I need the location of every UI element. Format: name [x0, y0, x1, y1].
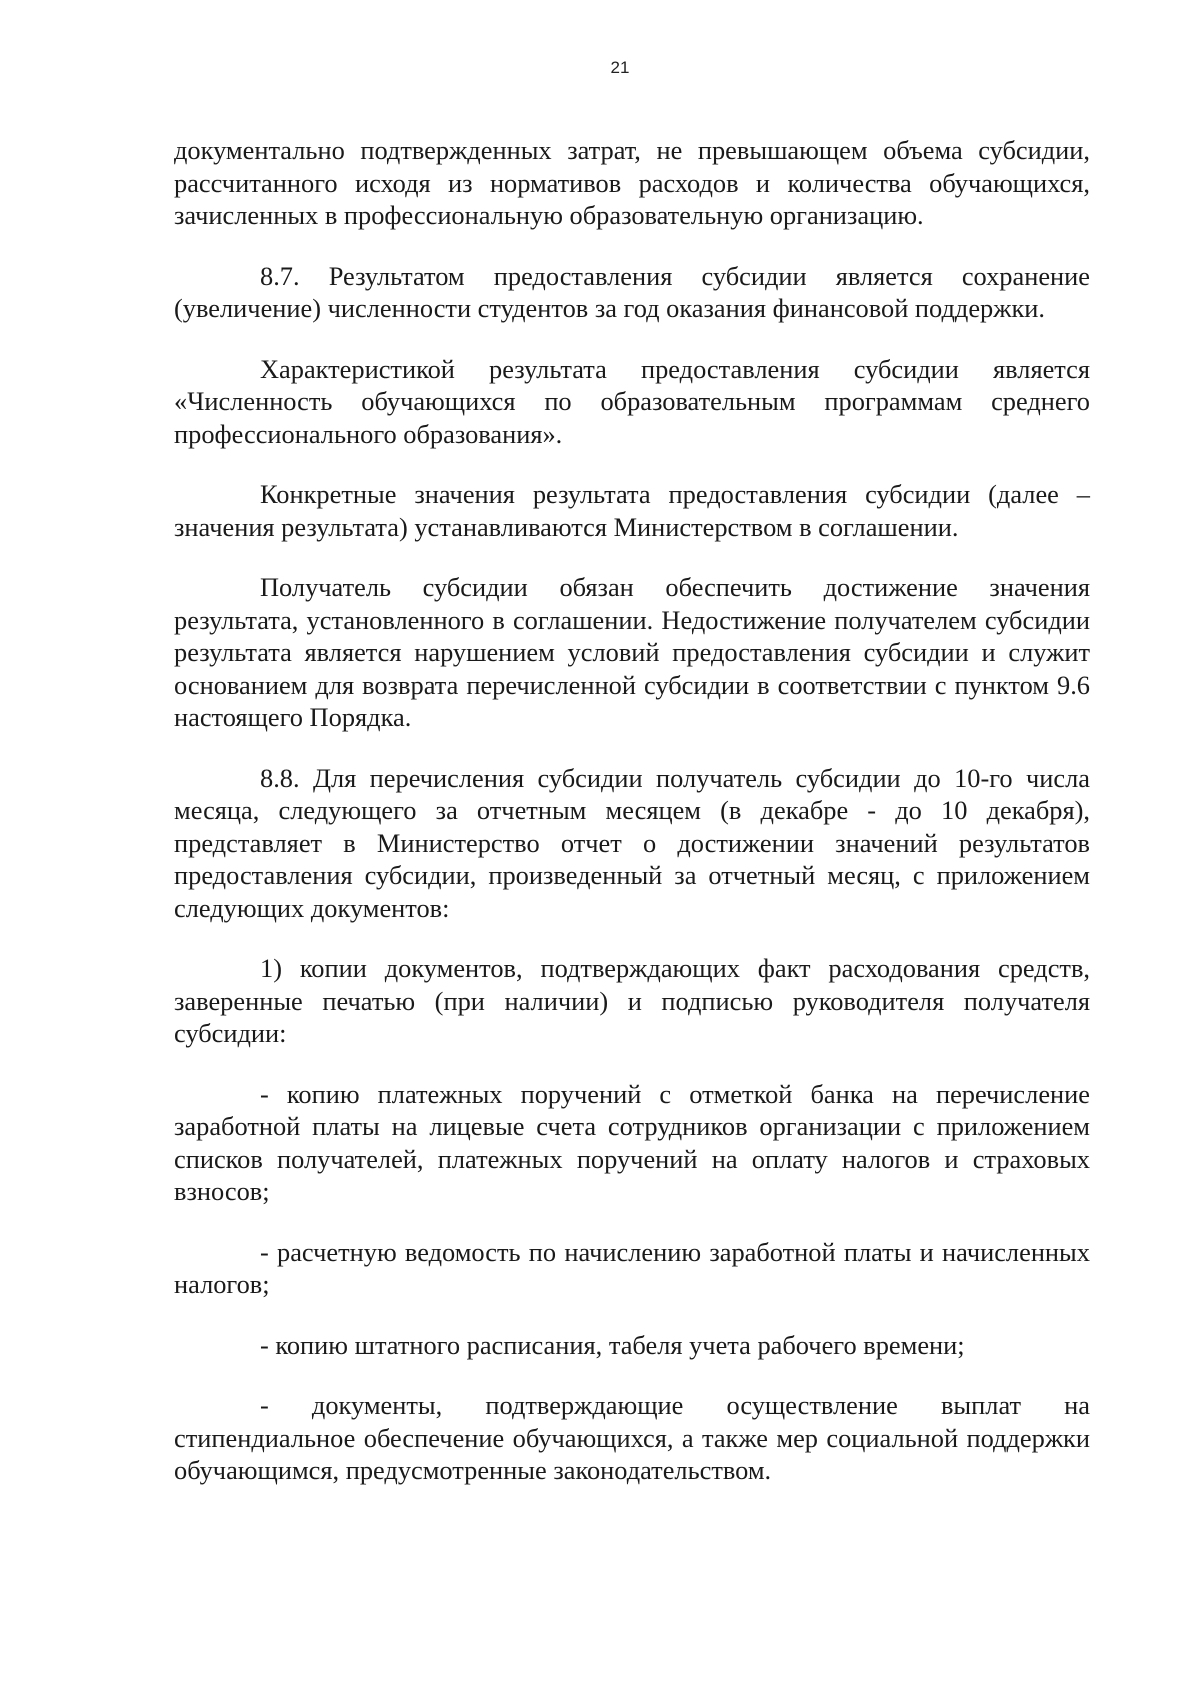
paragraph-staff-schedule: - копию штатного расписания, табеля учета рабочего времени;: [260, 1329, 965, 1360]
paragraph-result-characteristic: Характеристикой результата предоставления субсидии является «Численность обучающихся по образовательным программам среднего профессионального образования».: [174, 353, 1090, 449]
paragraph-stipend-documents: - документы, подтверждающие осуществление выплат на стипендиальное обеспечение обучающихся, а также мер социальной поддержки обучающимся, предусмотренные законодательством.: [174, 1390, 1090, 1485]
paragraph-8-8: 8.8. Для перечисления субсидии получатель субсидии до 10-го числа месяца, следующего за отчетным месяцем (в декабре - до 10 декабря), представляет в Министерство отчет о достижении значений результатов предоставления субсидии, произведенный за отчетный месяц, с приложением следующих документов:: [174, 762, 1090, 923]
page-number: 21: [610, 58, 630, 77]
paragraph-8-7: 8.7. Результатом предоставления субсидии является сохранение (увеличение) численности студентов за год оказания финансовой поддержки.: [174, 260, 1090, 323]
paragraph-result-values: Конкретные значения результата предоставления субсидии (далее – значения результата) устанавливаются Министерством в соглашении.: [174, 479, 1090, 542]
paragraph-continuation: документально подтвержденных затрат, не превышающем объема субсидии, рассчитанного исходя из нормативов расходов и количества обучающихся, зачисленных в профессиональную образовательную организацию.: [174, 135, 1090, 230]
paragraph-payroll-statement: - расчетную ведомость по начислению заработной платы и начисленных налогов;: [174, 1236, 1090, 1299]
paragraph-recipient-obligation: Получатель субсидии обязан обеспечить достижение значения результата, установленного в соглашении. Недостижение получателем субсидии результата является нарушением условий предоставления субсидии и служит основанием для возврата перечисленной субсидии в соответствии с пунктом 9.6 настоящего Порядка.: [174, 572, 1090, 732]
paragraph-payment-orders: - копию платежных поручений с отметкой банка на перечисление заработной платы на лицевые счета сотрудников организации с приложением списков получателей, платежных поручений на оплату налогов и страховых взносов;: [174, 1078, 1090, 1206]
document-body: [174, 134, 1090, 1515]
paragraph-item-1: 1) копии документов, подтверждающих факт расходования средств, заверенные печатью (при наличии) и подписью руководителя получателя субсидии:: [174, 953, 1090, 1048]
